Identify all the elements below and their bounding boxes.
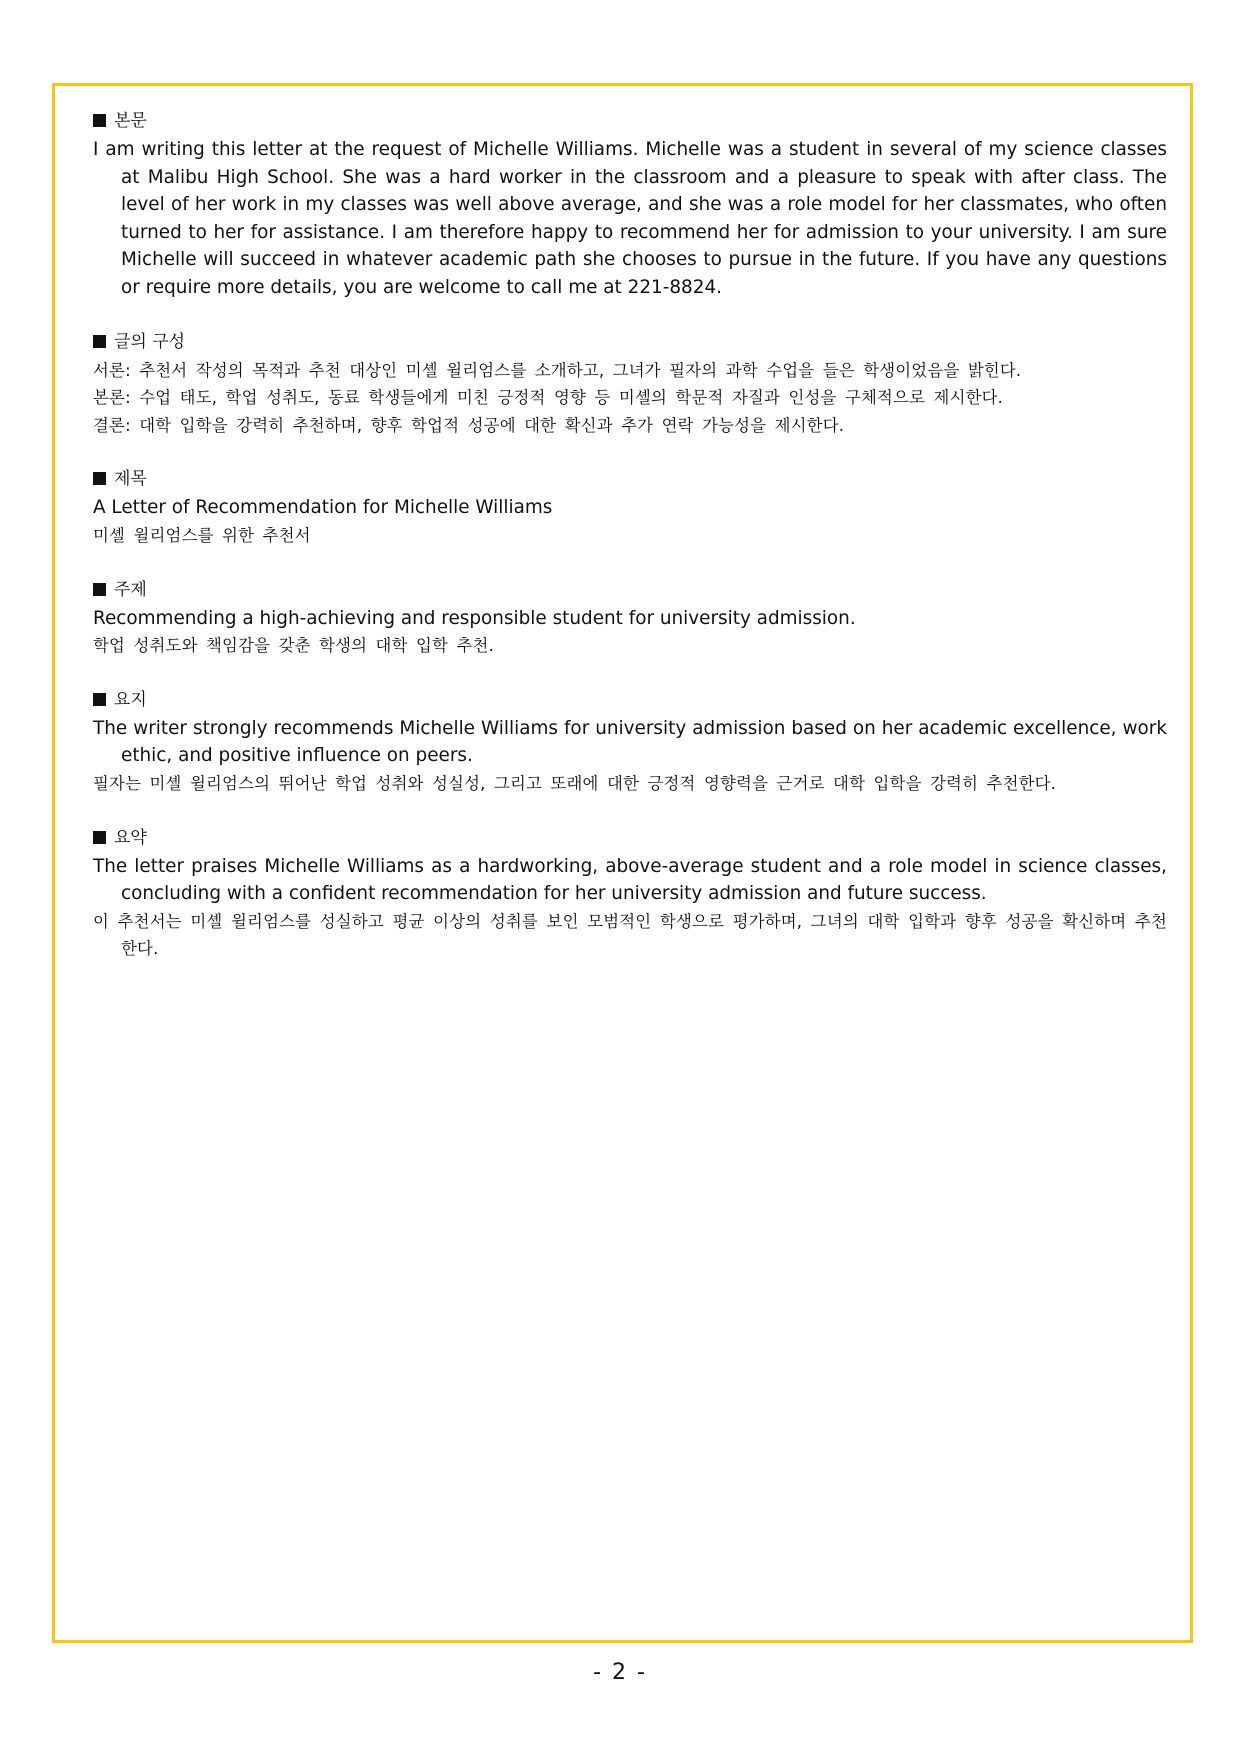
square-bullet-icon (93, 831, 106, 844)
document-content (93, 108, 1167, 990)
section-structure (93, 329, 1167, 440)
square-bullet-icon (93, 583, 106, 596)
section-topic (93, 577, 1167, 660)
topic-korean: 학업 성취도와 책임감을 갖춘 학생의 대학 입학 추천. (93, 636, 494, 656)
gist-korean: 필자는 미셸 윌리엄스의 뛰어난 학업 성취와 성실성, 그리고 또래에 대한 긍정적 영향력을 근거로 대학 입학을 강력히 추천한다. (93, 773, 1057, 793)
passage-text: I am writing this letter at the request of Michelle Williams. Michelle was a student in several of my science classes at Malibu High School. She was a hard worker in the classroom and a pleasure to speak with after class. The level of her work in my classes was well above average, and she was a role model for her classmates, who often turned to her for assistance. I am therefore happy to recommend her for admission to your university. I am sure Michelle will succeed in whatever academic path she chooses to pursue in the future. If you have any questions or require more details, you are welcome to call me at 221-8824. (93, 139, 1167, 298)
title-korean: 미셸 윌리엄스를 위한 추천서 (93, 525, 311, 545)
section-title (93, 466, 1167, 549)
section-heading (93, 825, 1167, 852)
structure-main: 본론: 수업 태도, 학업 성취도, 동료 학생들에게 미친 긍정적 영향 등 미셸의 학문적 자질과 인성을 구체적으로 제시한다. (93, 388, 1004, 408)
section-heading-label: 요약 (114, 827, 147, 848)
structure-intro: 서론: 추천서 작성의 목적과 추천 대상인 미셸 윌리엄스를 소개하고, 그녀가 필자의 과학 수업을 들은 학생이었음을 밝힌다. (93, 360, 1022, 380)
section-body (93, 108, 1167, 302)
section-heading-label: 본문 (114, 111, 147, 131)
section-summary (93, 825, 1167, 963)
section-heading (93, 466, 1167, 493)
topic-english: Recommending a high-achieving and responsible student for university admission. (93, 607, 856, 629)
section-heading (93, 577, 1167, 604)
section-heading-label: 요지 (114, 689, 147, 710)
gist-english: The writer strongly recommends Michelle Williams for university admission based on her academic excellence, work ethic, and positive influence on peers. (93, 717, 1167, 767)
section-heading (93, 329, 1167, 356)
square-bullet-icon (93, 693, 106, 706)
square-bullet-icon (93, 114, 106, 127)
square-bullet-icon (93, 335, 106, 348)
section-heading (93, 108, 1167, 135)
section-heading (93, 687, 1167, 714)
section-heading-label: 주제 (114, 579, 147, 600)
page-number: - 2 - (593, 1660, 647, 1685)
structure-conclusion: 결론: 대학 입학을 강력히 추천하며, 향후 학업적 성공에 대한 확신과 추가 연락 가능성을 제시한다. (93, 415, 845, 435)
summary-korean: 이 추천서는 미셸 윌리엄스를 성실하고 평균 이상의 성취를 보인 모범적인 학생으로 평가하며, 그녀의 대학 입학과 향후 성공을 확신하며 추천한다. (93, 911, 1167, 959)
square-bullet-icon (93, 472, 106, 485)
section-gist (93, 687, 1167, 798)
section-heading-label: 글의 구성 (114, 331, 186, 352)
section-heading-label: 제목 (114, 469, 147, 490)
title-english: A Letter of Recommendation for Michelle Williams (93, 497, 553, 519)
summary-english: The letter praises Michelle Williams as a hardworking, above-average student and a role model in science classes, concluding with a confident recommendation for her university admission and future success. (93, 855, 1167, 905)
